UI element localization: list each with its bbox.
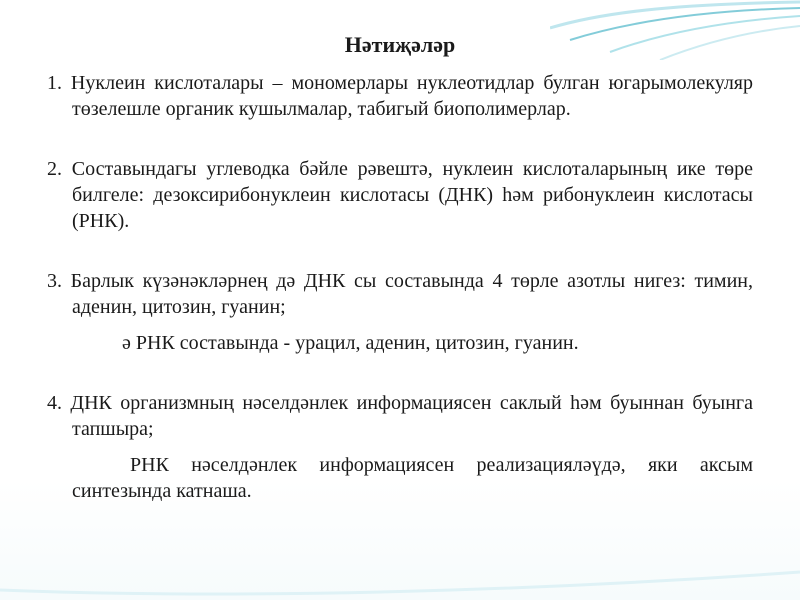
slide-title: Нәтиҗәләр — [344, 32, 456, 57]
conclusion-3-continuation: ә РНК составында - урацил, аденин, цитозин, гуанин. — [122, 332, 579, 354]
decorative-swoosh-bottom — [0, 560, 800, 600]
conclusion-4: 4. ДНК организмның нәселдәнлек информациясен саклый һәм буыннан буынга тапшыра; — [47, 392, 753, 440]
conclusion-1: 1. Нуклеин кислоталары – мономерлары нуклеотидлар булган югарымолекуляр төзелешле органик кушылмалар, табигый биополимерлар. — [47, 72, 753, 120]
conclusion-4-continuation: РНК нәселдәнлек информациясен реализацияләүдә, яки аксым синтезында катнаша. — [72, 454, 753, 502]
slide-content — [47, 70, 753, 504]
conclusion-2: 2. Составындагы углеводка бәйле рәвештә, нуклеин кислоталарының ике төре билгеле: дезоксирибонуклеин кислотасы (ДНК) һәм рибонуклеин кислотасы (РНК). — [47, 158, 753, 232]
conclusion-3: 3. Барлык күзәнәкләрнең дә ДНК сы составында 4 төрле азотлы нигез: тимин, аденин, цитозин, гуанин; — [47, 270, 753, 318]
